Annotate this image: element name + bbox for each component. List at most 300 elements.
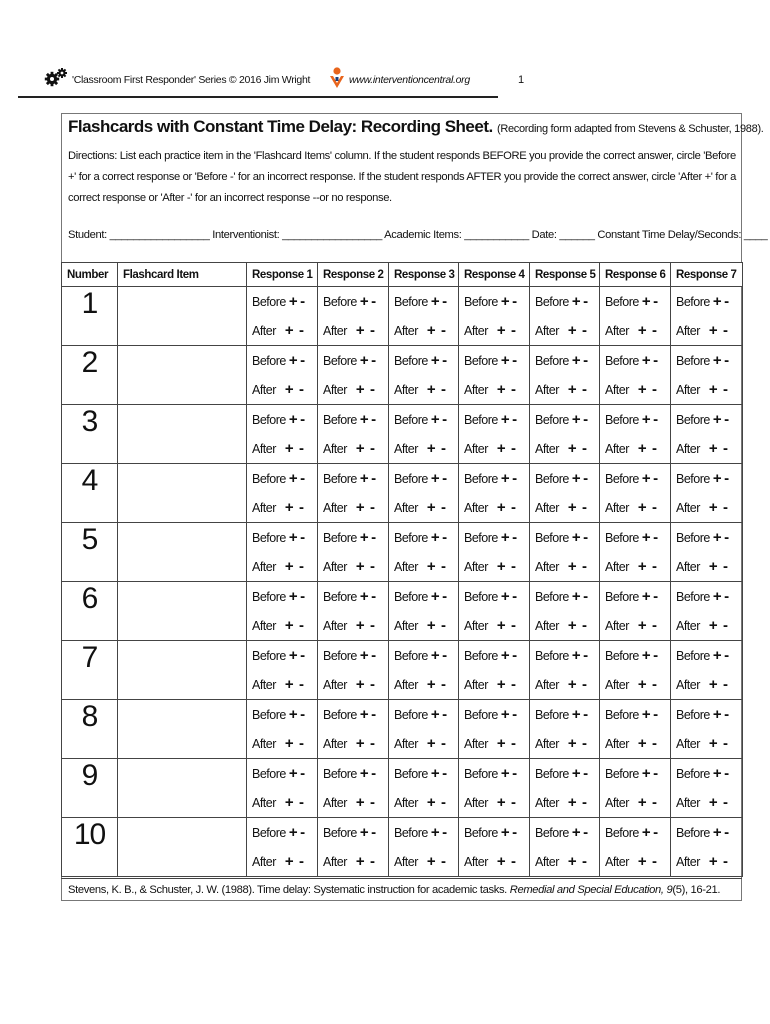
before-minus-option[interactable]: -: [724, 706, 729, 723]
before-minus-option[interactable]: -: [724, 824, 729, 841]
before-label: Before: [605, 472, 639, 486]
before-plus-option[interactable]: +: [288, 647, 298, 664]
after-minus-option[interactable]: -: [652, 853, 657, 870]
before-minus-option[interactable]: -: [300, 293, 305, 310]
after-plus-option[interactable]: +: [426, 617, 436, 634]
after-minus-option[interactable]: -: [299, 322, 304, 339]
before-plus-option[interactable]: +: [571, 765, 581, 782]
after-plus-option[interactable]: +: [567, 676, 577, 693]
after-plus-option[interactable]: +: [637, 558, 647, 575]
before-plus-option[interactable]: +: [430, 824, 440, 841]
flashcard-item-cell[interactable]: [118, 346, 247, 405]
after-plus-option[interactable]: +: [284, 558, 294, 575]
after-plus-option[interactable]: +: [637, 676, 647, 693]
before-plus-option[interactable]: +: [500, 411, 510, 428]
after-minus-option[interactable]: -: [652, 617, 657, 634]
after-line: [600, 434, 670, 463]
after-minus-option[interactable]: -: [370, 381, 375, 398]
before-plus-option[interactable]: +: [571, 824, 581, 841]
before-plus-option[interactable]: +: [500, 706, 510, 723]
before-label: Before: [535, 354, 569, 368]
after-plus-option[interactable]: +: [496, 794, 506, 811]
before-minus-option[interactable]: -: [442, 352, 447, 369]
before-plus-option[interactable]: +: [641, 293, 651, 310]
after-plus-option[interactable]: +: [284, 499, 294, 516]
after-minus-option[interactable]: -: [441, 794, 446, 811]
before-plus-option[interactable]: +: [641, 529, 651, 546]
after-plus-option[interactable]: +: [284, 735, 294, 752]
after-minus-option[interactable]: -: [511, 381, 516, 398]
after-plus-option[interactable]: +: [637, 440, 647, 457]
before-minus-option[interactable]: -: [724, 470, 729, 487]
flashcard-item-cell[interactable]: [118, 464, 247, 523]
after-line: [459, 493, 529, 522]
before-minus-option[interactable]: -: [653, 824, 658, 841]
before-plus-option[interactable]: +: [359, 411, 369, 428]
flashcard-item-cell[interactable]: [118, 759, 247, 818]
after-plus-option[interactable]: +: [496, 558, 506, 575]
before-minus-option[interactable]: -: [583, 706, 588, 723]
after-minus-option[interactable]: -: [441, 499, 446, 516]
before-plus-option[interactable]: +: [500, 588, 510, 605]
before-minus-option[interactable]: -: [653, 706, 658, 723]
before-minus-option[interactable]: -: [653, 529, 658, 546]
before-plus-option[interactable]: +: [712, 588, 722, 605]
before-plus-option[interactable]: +: [712, 706, 722, 723]
after-minus-option[interactable]: -: [511, 322, 516, 339]
after-minus-option[interactable]: -: [723, 558, 728, 575]
before-plus-option[interactable]: +: [500, 470, 510, 487]
before-minus-option[interactable]: -: [583, 765, 588, 782]
before-minus-option[interactable]: -: [512, 765, 517, 782]
after-minus-option[interactable]: -: [370, 558, 375, 575]
before-minus-option[interactable]: -: [724, 647, 729, 664]
after-minus-option[interactable]: -: [299, 735, 304, 752]
before-plus-option[interactable]: +: [571, 647, 581, 664]
before-plus-option[interactable]: +: [712, 824, 722, 841]
after-plus-option[interactable]: +: [708, 322, 718, 339]
before-minus-option[interactable]: -: [442, 470, 447, 487]
before-minus-option[interactable]: -: [583, 293, 588, 310]
before-plus-option[interactable]: +: [430, 706, 440, 723]
after-minus-option[interactable]: -: [652, 735, 657, 752]
after-minus-option[interactable]: -: [299, 617, 304, 634]
after-plus-option[interactable]: +: [708, 676, 718, 693]
after-plus-option[interactable]: +: [355, 735, 365, 752]
after-plus-option[interactable]: +: [708, 558, 718, 575]
before-minus-option[interactable]: -: [653, 352, 658, 369]
before-minus-option[interactable]: -: [512, 470, 517, 487]
before-minus-option[interactable]: -: [371, 765, 376, 782]
after-plus-option[interactable]: +: [708, 735, 718, 752]
after-minus-option[interactable]: -: [652, 558, 657, 575]
before-minus-option[interactable]: -: [442, 765, 447, 782]
before-minus-option[interactable]: -: [442, 647, 447, 664]
after-minus-option[interactable]: -: [370, 676, 375, 693]
before-minus-option[interactable]: -: [653, 293, 658, 310]
after-minus-option[interactable]: -: [652, 794, 657, 811]
after-minus-option[interactable]: -: [299, 794, 304, 811]
after-minus-option[interactable]: -: [582, 676, 587, 693]
before-minus-option[interactable]: -: [583, 411, 588, 428]
after-minus-option[interactable]: -: [511, 853, 516, 870]
before-plus-option[interactable]: +: [641, 706, 651, 723]
after-minus-option[interactable]: -: [299, 381, 304, 398]
flashcard-item-cell[interactable]: [118, 818, 247, 877]
before-plus-option[interactable]: +: [500, 529, 510, 546]
after-minus-option[interactable]: -: [582, 322, 587, 339]
before-plus-option[interactable]: +: [359, 706, 369, 723]
after-plus-option[interactable]: +: [637, 499, 647, 516]
before-line: [318, 523, 388, 552]
before-plus-option[interactable]: +: [430, 529, 440, 546]
before-minus-option[interactable]: -: [300, 529, 305, 546]
after-minus-option[interactable]: -: [441, 853, 446, 870]
before-minus-option[interactable]: -: [653, 588, 658, 605]
before-minus-option[interactable]: -: [583, 647, 588, 664]
flashcard-item-cell[interactable]: [118, 405, 247, 464]
after-minus-option[interactable]: -: [652, 499, 657, 516]
after-minus-option[interactable]: -: [652, 440, 657, 457]
after-plus-option[interactable]: +: [708, 381, 718, 398]
before-plus-option[interactable]: +: [500, 352, 510, 369]
after-minus-option[interactable]: -: [299, 676, 304, 693]
before-plus-option[interactable]: +: [712, 765, 722, 782]
after-plus-option[interactable]: +: [637, 794, 647, 811]
after-minus-option[interactable]: -: [370, 617, 375, 634]
after-minus-option[interactable]: -: [723, 794, 728, 811]
before-plus-option[interactable]: +: [571, 411, 581, 428]
after-plus-option[interactable]: +: [355, 440, 365, 457]
after-plus-option[interactable]: +: [426, 735, 436, 752]
before-minus-option[interactable]: -: [512, 352, 517, 369]
after-plus-option[interactable]: +: [496, 322, 506, 339]
after-plus-option[interactable]: +: [637, 735, 647, 752]
after-minus-option[interactable]: -: [441, 322, 446, 339]
after-minus-option[interactable]: -: [582, 735, 587, 752]
after-plus-option[interactable]: +: [496, 735, 506, 752]
before-minus-option[interactable]: -: [583, 824, 588, 841]
after-plus-option[interactable]: +: [284, 617, 294, 634]
after-minus-option[interactable]: -: [723, 499, 728, 516]
after-plus-option[interactable]: +: [426, 676, 436, 693]
before-plus-option[interactable]: +: [359, 824, 369, 841]
before-minus-option[interactable]: -: [371, 647, 376, 664]
after-minus-option[interactable]: -: [582, 558, 587, 575]
after-plus-option[interactable]: +: [567, 617, 577, 634]
before-minus-option[interactable]: -: [653, 411, 658, 428]
after-minus-option[interactable]: -: [582, 794, 587, 811]
after-plus-option[interactable]: +: [708, 440, 718, 457]
before-minus-option[interactable]: -: [724, 588, 729, 605]
after-plus-option[interactable]: +: [708, 499, 718, 516]
after-plus-option[interactable]: +: [284, 322, 294, 339]
after-minus-option[interactable]: -: [370, 735, 375, 752]
after-plus-option[interactable]: +: [426, 499, 436, 516]
after-minus-option[interactable]: -: [441, 558, 446, 575]
after-plus-option[interactable]: +: [567, 558, 577, 575]
after-plus-option[interactable]: +: [284, 381, 294, 398]
after-minus-option[interactable]: -: [441, 676, 446, 693]
before-minus-option[interactable]: -: [512, 824, 517, 841]
after-minus-option[interactable]: -: [299, 558, 304, 575]
after-plus-option[interactable]: +: [567, 381, 577, 398]
after-minus-option[interactable]: -: [723, 735, 728, 752]
before-minus-option[interactable]: -: [371, 824, 376, 841]
after-plus-option[interactable]: +: [426, 322, 436, 339]
after-plus-option[interactable]: +: [426, 440, 436, 457]
before-plus-option[interactable]: +: [288, 529, 298, 546]
after-minus-option[interactable]: -: [723, 676, 728, 693]
before-plus-option[interactable]: +: [430, 411, 440, 428]
before-minus-option[interactable]: -: [724, 529, 729, 546]
before-minus-option[interactable]: -: [442, 588, 447, 605]
before-minus-option[interactable]: -: [371, 352, 376, 369]
after-minus-option[interactable]: -: [299, 499, 304, 516]
before-minus-option[interactable]: -: [371, 529, 376, 546]
after-minus-option[interactable]: -: [652, 676, 657, 693]
after-minus-option[interactable]: -: [299, 440, 304, 457]
before-plus-option[interactable]: +: [288, 706, 298, 723]
after-minus-option[interactable]: -: [582, 440, 587, 457]
before-minus-option[interactable]: -: [512, 529, 517, 546]
before-plus-option[interactable]: +: [571, 588, 581, 605]
after-minus-option[interactable]: -: [582, 853, 587, 870]
before-plus-option[interactable]: +: [500, 293, 510, 310]
after-plus-option[interactable]: +: [426, 853, 436, 870]
before-plus-option[interactable]: +: [641, 411, 651, 428]
before-plus-option[interactable]: +: [712, 411, 722, 428]
before-plus-option[interactable]: +: [430, 293, 440, 310]
before-plus-option[interactable]: +: [641, 765, 651, 782]
after-minus-option[interactable]: -: [511, 499, 516, 516]
before-minus-option[interactable]: -: [512, 293, 517, 310]
after-plus-option[interactable]: +: [496, 676, 506, 693]
before-plus-option[interactable]: +: [359, 765, 369, 782]
before-plus-option[interactable]: +: [288, 588, 298, 605]
after-minus-option[interactable]: -: [511, 735, 516, 752]
before-plus-option[interactable]: +: [641, 647, 651, 664]
before-minus-option[interactable]: -: [442, 293, 447, 310]
after-minus-option[interactable]: -: [370, 322, 375, 339]
after-plus-option[interactable]: +: [637, 322, 647, 339]
after-minus-option[interactable]: -: [723, 440, 728, 457]
before-minus-option[interactable]: -: [300, 647, 305, 664]
before-line: [530, 405, 599, 434]
before-plus-option[interactable]: +: [288, 293, 298, 310]
before-minus-option[interactable]: -: [583, 529, 588, 546]
after-plus-option[interactable]: +: [637, 381, 647, 398]
before-plus-option[interactable]: +: [359, 293, 369, 310]
before-minus-option[interactable]: -: [300, 470, 305, 487]
after-plus-option[interactable]: +: [567, 440, 577, 457]
before-minus-option[interactable]: -: [512, 588, 517, 605]
before-minus-option[interactable]: -: [653, 470, 658, 487]
before-minus-option[interactable]: -: [371, 411, 376, 428]
after-minus-option[interactable]: -: [370, 794, 375, 811]
after-plus-option[interactable]: +: [355, 794, 365, 811]
before-minus-option[interactable]: -: [583, 352, 588, 369]
after-plus-option[interactable]: +: [567, 794, 577, 811]
after-minus-option[interactable]: -: [723, 617, 728, 634]
flashcard-item-cell[interactable]: [118, 582, 247, 641]
after-minus-option[interactable]: -: [652, 322, 657, 339]
before-minus-option[interactable]: -: [653, 647, 658, 664]
after-line: [600, 788, 670, 817]
before-plus-option[interactable]: +: [712, 647, 722, 664]
before-plus-option[interactable]: +: [571, 529, 581, 546]
after-plus-option[interactable]: +: [708, 617, 718, 634]
before-minus-option[interactable]: -: [442, 411, 447, 428]
before-plus-option[interactable]: +: [430, 352, 440, 369]
after-minus-option[interactable]: -: [723, 322, 728, 339]
after-minus-option[interactable]: -: [511, 558, 516, 575]
after-plus-option[interactable]: +: [284, 676, 294, 693]
after-plus-option[interactable]: +: [355, 381, 365, 398]
after-plus-option[interactable]: +: [637, 617, 647, 634]
after-minus-option[interactable]: -: [582, 617, 587, 634]
after-plus-option[interactable]: +: [355, 617, 365, 634]
before-plus-option[interactable]: +: [571, 470, 581, 487]
before-plus-option[interactable]: +: [571, 352, 581, 369]
before-plus-option[interactable]: +: [359, 588, 369, 605]
after-minus-option[interactable]: -: [370, 440, 375, 457]
before-minus-option[interactable]: -: [300, 824, 305, 841]
after-plus-option[interactable]: +: [496, 440, 506, 457]
before-plus-option[interactable]: +: [500, 824, 510, 841]
before-plus-option[interactable]: +: [288, 470, 298, 487]
before-minus-option[interactable]: -: [371, 588, 376, 605]
after-plus-option[interactable]: +: [355, 558, 365, 575]
before-minus-option[interactable]: -: [583, 470, 588, 487]
after-minus-option[interactable]: -: [299, 853, 304, 870]
after-plus-option[interactable]: +: [496, 499, 506, 516]
after-plus-option[interactable]: +: [567, 322, 577, 339]
table-row: [62, 464, 743, 523]
before-minus-option[interactable]: -: [512, 411, 517, 428]
before-minus-option[interactable]: -: [442, 706, 447, 723]
after-plus-option[interactable]: +: [426, 381, 436, 398]
before-minus-option[interactable]: -: [300, 352, 305, 369]
before-plus-option[interactable]: +: [359, 529, 369, 546]
before-minus-option[interactable]: -: [512, 647, 517, 664]
after-plus-option[interactable]: +: [426, 794, 436, 811]
before-minus-option[interactable]: -: [583, 588, 588, 605]
after-minus-option[interactable]: -: [441, 440, 446, 457]
after-minus-option[interactable]: -: [723, 381, 728, 398]
before-minus-option[interactable]: -: [300, 706, 305, 723]
after-plus-option[interactable]: +: [637, 853, 647, 870]
before-plus-option[interactable]: +: [712, 293, 722, 310]
before-plus-option[interactable]: +: [641, 352, 651, 369]
before-plus-option[interactable]: +: [359, 352, 369, 369]
after-minus-option[interactable]: -: [652, 381, 657, 398]
before-plus-option[interactable]: +: [500, 647, 510, 664]
after-plus-option[interactable]: +: [567, 499, 577, 516]
flashcard-item-cell[interactable]: [118, 641, 247, 700]
before-plus-option[interactable]: +: [288, 824, 298, 841]
before-plus-option[interactable]: +: [571, 706, 581, 723]
after-plus-option[interactable]: +: [355, 853, 365, 870]
before-plus-option[interactable]: +: [641, 470, 651, 487]
after-plus-option[interactable]: +: [284, 440, 294, 457]
after-minus-option[interactable]: -: [582, 381, 587, 398]
after-minus-option[interactable]: -: [582, 499, 587, 516]
before-plus-option[interactable]: +: [641, 824, 651, 841]
before-plus-option[interactable]: +: [430, 470, 440, 487]
after-plus-option[interactable]: +: [496, 381, 506, 398]
before-minus-option[interactable]: -: [724, 293, 729, 310]
before-minus-option[interactable]: -: [724, 352, 729, 369]
before-plus-option[interactable]: +: [430, 588, 440, 605]
after-minus-option[interactable]: -: [511, 676, 516, 693]
after-minus-option[interactable]: -: [723, 853, 728, 870]
before-plus-option[interactable]: +: [288, 765, 298, 782]
after-plus-option[interactable]: +: [284, 853, 294, 870]
before-plus-option[interactable]: +: [641, 588, 651, 605]
after-plus-option[interactable]: +: [355, 322, 365, 339]
before-plus-option[interactable]: +: [430, 765, 440, 782]
before-label: Before: [535, 472, 569, 486]
before-minus-option[interactable]: -: [371, 470, 376, 487]
response-cell: [600, 405, 671, 464]
after-minus-option[interactable]: -: [370, 499, 375, 516]
after-plus-option[interactable]: +: [567, 853, 577, 870]
before-plus-option[interactable]: +: [359, 647, 369, 664]
flashcard-item-cell[interactable]: [118, 287, 247, 346]
before-plus-option[interactable]: +: [712, 529, 722, 546]
before-minus-option[interactable]: -: [724, 765, 729, 782]
before-plus-option[interactable]: +: [288, 352, 298, 369]
after-plus-option[interactable]: +: [708, 794, 718, 811]
after-plus-option[interactable]: +: [426, 558, 436, 575]
after-minus-option[interactable]: -: [441, 381, 446, 398]
before-plus-option[interactable]: +: [359, 470, 369, 487]
before-plus-option[interactable]: +: [500, 765, 510, 782]
before-minus-option[interactable]: -: [300, 411, 305, 428]
before-minus-option[interactable]: -: [442, 529, 447, 546]
before-minus-option[interactable]: -: [371, 293, 376, 310]
before-minus-option[interactable]: -: [724, 411, 729, 428]
flashcard-item-cell[interactable]: [118, 523, 247, 582]
after-plus-option[interactable]: +: [355, 676, 365, 693]
after-plus-option[interactable]: +: [355, 499, 365, 516]
after-minus-option[interactable]: -: [441, 617, 446, 634]
after-plus-option[interactable]: +: [496, 853, 506, 870]
after-minus-option[interactable]: -: [511, 440, 516, 457]
after-plus-option[interactable]: +: [284, 794, 294, 811]
after-minus-option[interactable]: -: [370, 853, 375, 870]
before-plus-option[interactable]: +: [430, 647, 440, 664]
flashcard-item-cell[interactable]: [118, 700, 247, 759]
before-minus-option[interactable]: -: [300, 588, 305, 605]
before-plus-option[interactable]: +: [288, 411, 298, 428]
after-minus-option[interactable]: -: [441, 735, 446, 752]
after-plus-option[interactable]: +: [496, 617, 506, 634]
after-minus-option[interactable]: -: [511, 617, 516, 634]
before-minus-option[interactable]: -: [512, 706, 517, 723]
after-plus-option[interactable]: +: [708, 853, 718, 870]
before-minus-option[interactable]: -: [442, 824, 447, 841]
before-minus-option[interactable]: -: [300, 765, 305, 782]
before-minus-option[interactable]: -: [371, 706, 376, 723]
before-plus-option[interactable]: +: [712, 470, 722, 487]
before-plus-option[interactable]: +: [571, 293, 581, 310]
after-plus-option[interactable]: +: [567, 735, 577, 752]
before-minus-option[interactable]: -: [653, 765, 658, 782]
after-minus-option[interactable]: -: [511, 794, 516, 811]
before-plus-option[interactable]: +: [712, 352, 722, 369]
